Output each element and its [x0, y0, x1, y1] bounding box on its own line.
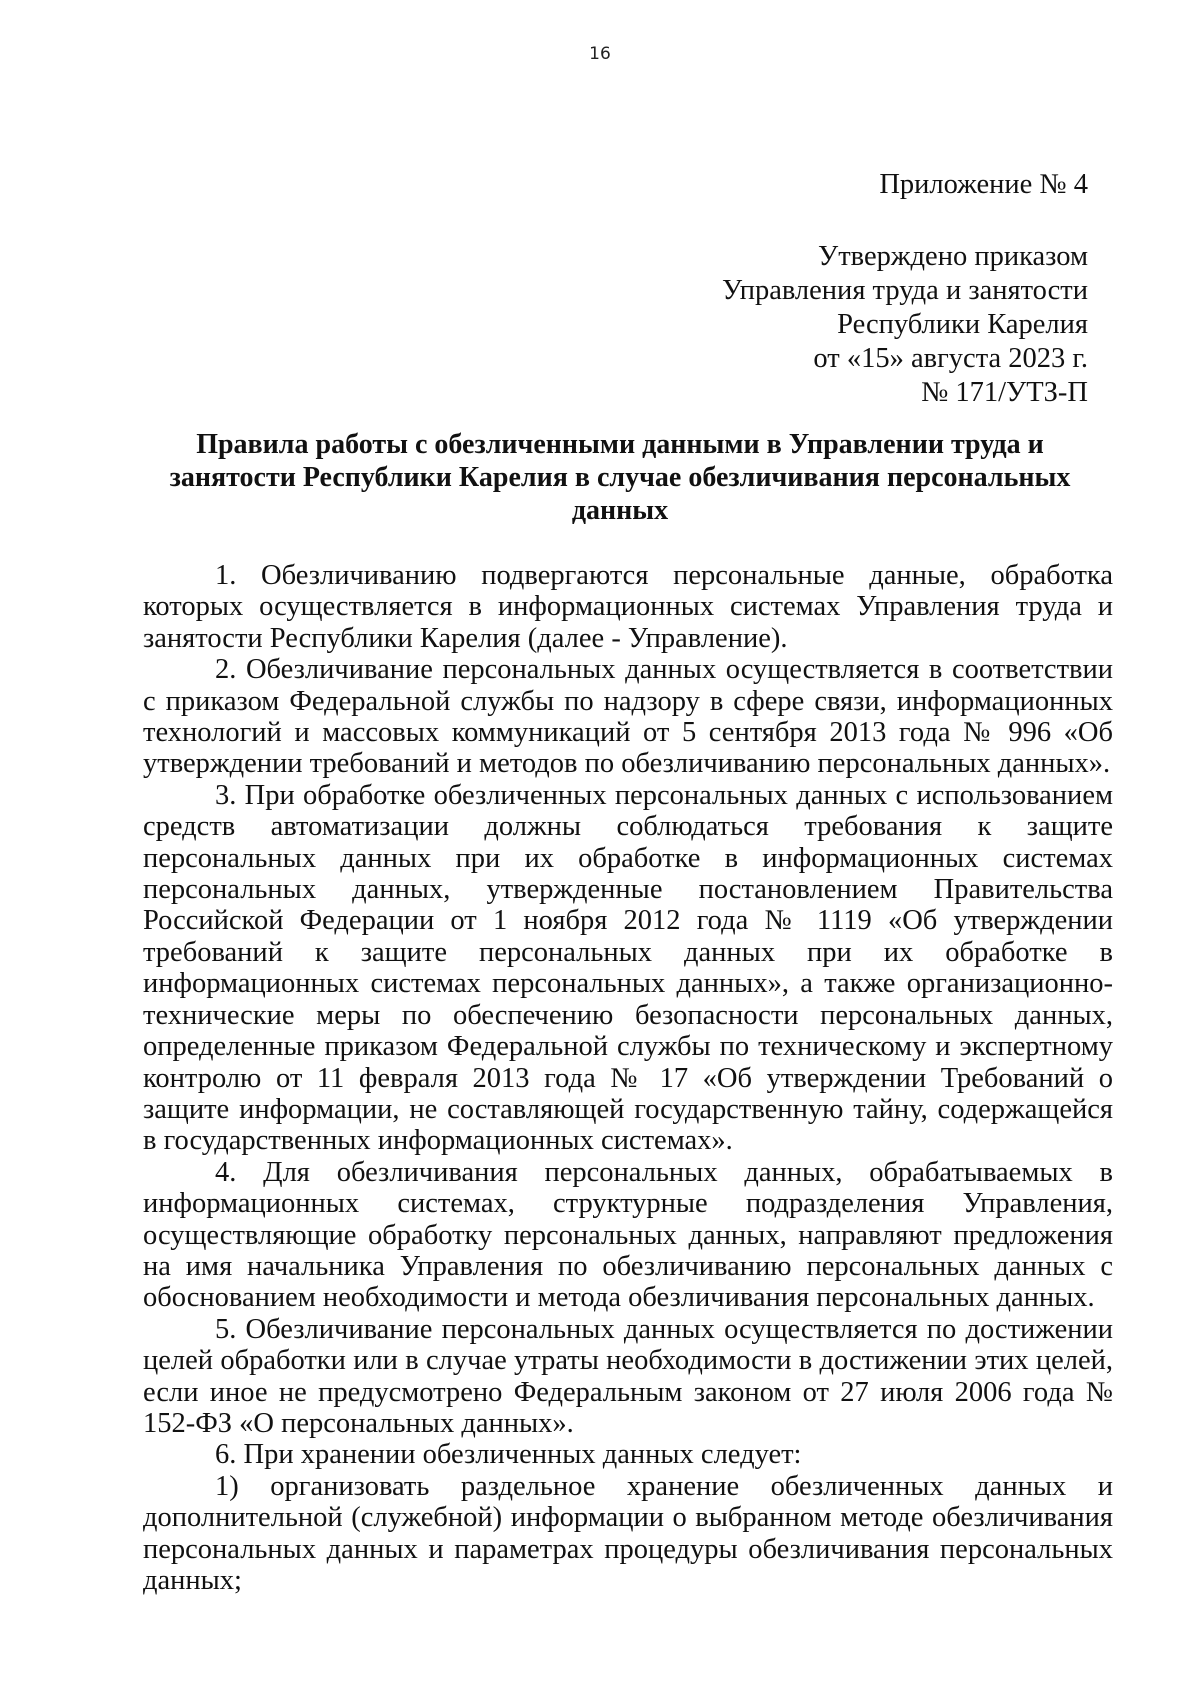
document-body	[143, 560, 1113, 1596]
approval-order-number: № 171/УТЗ-П	[921, 377, 1088, 408]
document-title: Правила работы с обезличенными данными в Управлении труда и занятости Республики Карелия в случае обезличивания персональных данных	[169, 429, 1071, 526]
paragraph-5: 5. Обезличивание персональных данных осуществляется по достижении целей обработки или в случае утраты необходимости в достижении этих целей, если иное не предусмотрено Федеральным законом от 27 июля 2006 года № 152-ФЗ «О персональных данных».	[143, 1313, 1113, 1439]
approval-line: Республики Карелия	[837, 309, 1088, 340]
approval-line: Управления труда и занятости	[722, 275, 1088, 306]
paragraph-1: 1. Обезличиванию подвергаются персональные данные, обработка которых осуществляется в информационных системах Управления труда и занятости Республики Карелия (далее - Управление).	[143, 560, 1113, 654]
paragraph-4: 4. Для обезличивания персональных данных, обрабатываемых в информационных системах, структурные подразделения Управления, осуществляющие обработку персональных данных, направляют предложения на имя начальника Управления по обезличиванию персональных данных с обоснованием необходимости и метода обезличивания персональных данных.	[143, 1156, 1113, 1314]
approval-line: Утверждено приказом	[818, 241, 1088, 272]
appendix-label: Приложение № 4	[879, 169, 1088, 200]
paragraph-6-item-1: 1) организовать раздельное хранение обезличенных данных и дополнительной (служебной) информации о выбранном методе обезличивания персональных данных и параметрах процедуры обезличивания персональных данных;	[143, 1470, 1113, 1596]
paragraph-2: 2. Обезличивание персональных данных осуществляется в соответствии с приказом Федеральной службы по надзору в сфере связи, информационных технологий и массовых коммуникаций от 5 сентября 2013 года № 996 «Об утверждении требований и методов по обезличиванию персональных данных».	[143, 654, 1113, 780]
approval-block	[388, 168, 1088, 410]
paragraph-6: 6. При хранении обезличенных данных следует:	[215, 1439, 802, 1471]
page-number: 16	[589, 44, 611, 64]
paragraph-3: 3. При обработке обезличенных персональных данных с использованием средств автоматизации должны соблюдаться требования к защите персональных данных при их обработке в информационных системах персональных данных, утвержденные постановлением Правительства Российской Федерации от 1 ноября 2012 года № 1119 «Об утверждении требований к защите персональных данных при их обработке в информационных системах персональных данных», а также организационно-технические меры по обеспечению безопасности персональных данных, определенные приказом Федеральной службы по техническому и экспертному контролю от 11 февраля 2013 года № 17 «Об утверждении Требований о защите информации, не составляющей государственную тайну, содержащейся в государственных информационных системах».	[143, 779, 1113, 1157]
approval-date: от «15» августа 2023 г.	[813, 343, 1088, 374]
